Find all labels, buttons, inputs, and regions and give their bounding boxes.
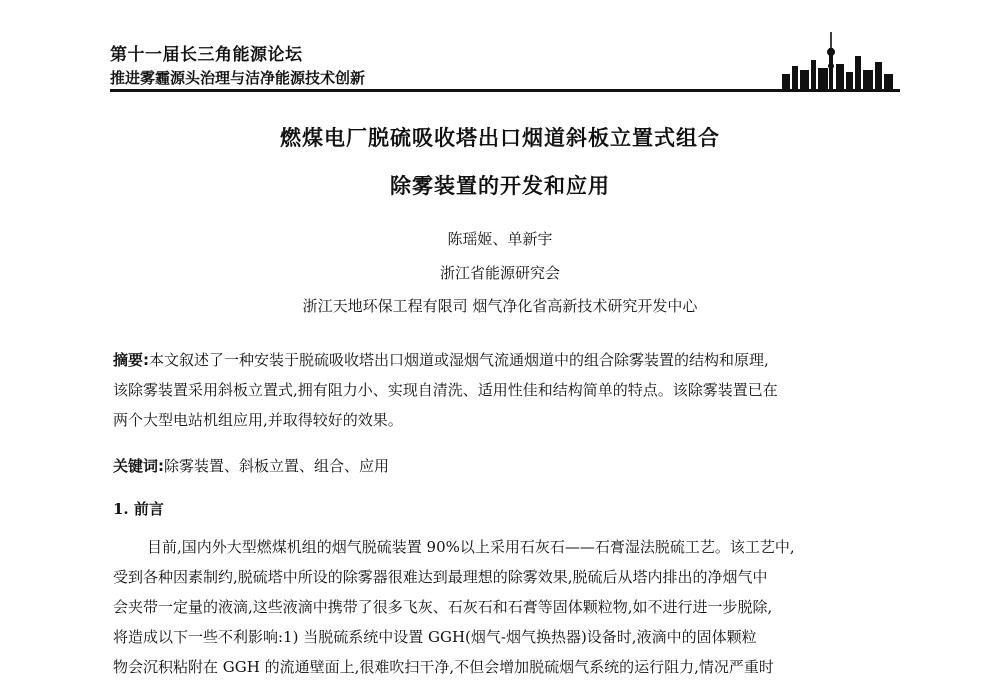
section-body [113,532,913,682]
keywords-text: 除雾装置、斜板立置、组合、应用 [164,457,390,475]
abstract-line [113,345,913,375]
abstract-label: 摘要: [113,351,149,369]
affiliation-1: 浙江省能源研究会 [439,264,560,282]
paper-title-line2: 除雾装置的开发和应用 [390,173,610,198]
paper-title-line1: 燃煤电厂脱硫吸收塔出口烟道斜板立置式组合 [280,125,720,150]
keywords [113,455,389,476]
authors: 陈瑶姬、单新宇 [447,230,553,248]
abstract-text: 本文叙述了一种安装于脱硫吸收塔出口烟道或湿烟气流通烟道中的组合除雾装置的结构和原理, [149,351,769,369]
keywords-label: 关键词: [113,457,164,475]
abstract [113,345,913,435]
abstract-line: 两个大型电站机组应用,并取得较好的效果。 [113,411,403,429]
body-line: 目前,国内外大型燃煤机组的烟气脱硫装置 90%以上采用石灰石——石膏湿法脱硫工艺。该工艺中, [147,538,795,556]
city-skyline-icon [780,26,900,90]
affiliation-2: 浙江天地环保工程有限司 烟气净化省高新技术研究开发中心 [302,297,698,315]
header-rule [110,89,900,92]
section-heading: 1. 前言 [113,500,164,518]
body-line: 将造成以下一些不利影响:1) 当脱硫系统中设置 GGH(烟气-烟气换热器)设备时,液滴中的固体颗粒 [113,628,757,646]
body-line: 受到各种因素制约,脱硫塔中所设的除雾器很难达到最理想的除雾效果,脱硫后从塔内排出的净烟气中 [113,568,768,586]
forum-title: 第十一届长三角能源论坛 [110,45,303,65]
abstract-line: 该除雾装置采用斜板立置式,拥有阻力小、实现自清洗、适用性佳和结构简单的特点。该除雾装置已在 [113,381,778,399]
body-line: 物会沉积粘附在 GGH 的流通壁面上,很难吹扫干净,不但会增加脱硫烟气系统的运行阻力,情况严重时 [113,658,774,676]
page-header [110,26,900,96]
forum-subtitle: 推进雾霾源头治理与洁净能源技术创新 [110,69,366,87]
body-line: 会夹带一定量的液滴,这些液滴中携带了很多飞灰、石灰石和石膏等固体颗粒物,如不进行进一步脱除, [113,598,773,616]
